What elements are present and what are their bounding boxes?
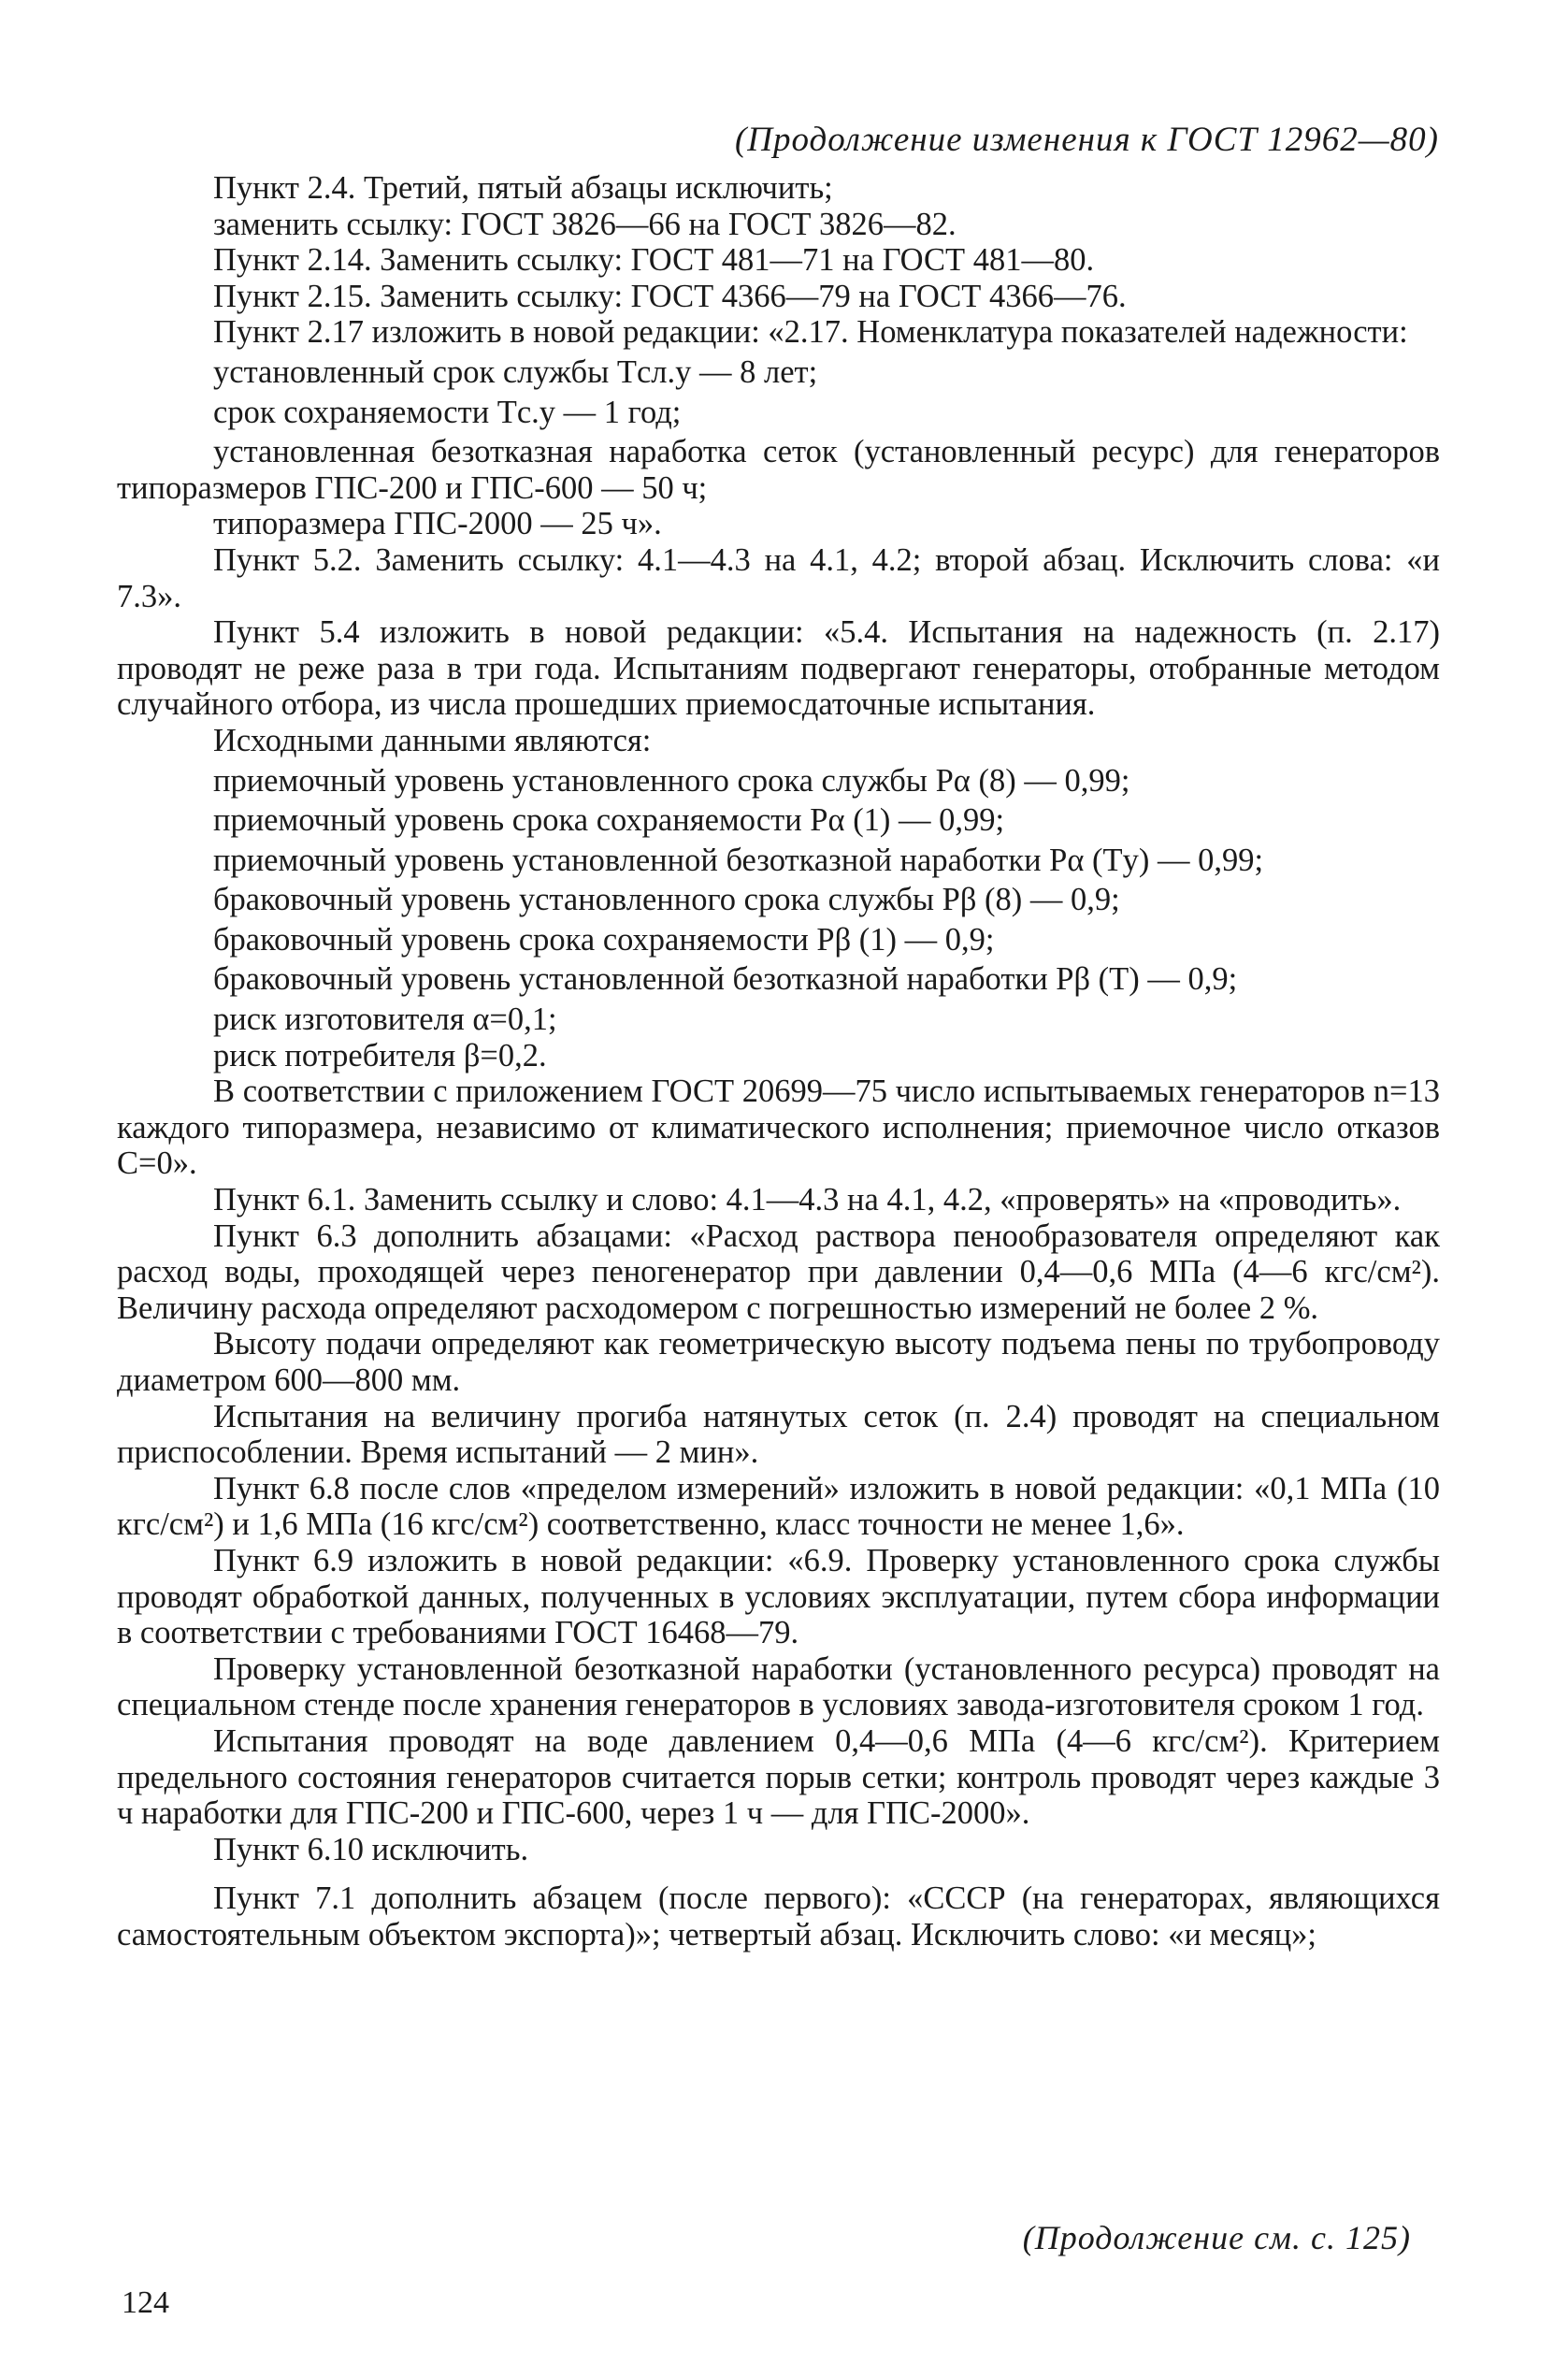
continuation-header: (Продолжение изменения к ГОСТ 12962—80) <box>734 121 1439 159</box>
paragraph: Высоту подачи определяют как геометрическую высоту подъема пены по трубопроводу диаметром 600—800 мм. <box>117 1326 1440 1398</box>
paragraph: заменить ссылку: ГОСТ 3826—66 на ГОСТ 3826—82. <box>213 206 957 242</box>
list-item: срок сохраняемости Tс.у — 1 год; <box>213 394 682 430</box>
list-item: риск потребителя β=0,2. <box>213 1037 547 1073</box>
paragraph: Пункт 6.8 после слов «пределом измерений» изложить в новой редакции: «0,1 МПа (10 кгс/см²) и 1,6 МПа (16 кгс/см²) соответственно, класс точности не менее 1,6». <box>117 1470 1440 1543</box>
list-item: установленный срок службы Tсл.у — 8 лет; <box>213 353 818 390</box>
paragraph: Пункт 2.4. Третий, пятый абзацы исключить; <box>213 170 833 206</box>
page-number: 124 <box>122 2285 169 2320</box>
continuation-footer: (Продолжение см. с. 125) <box>1022 2219 1411 2256</box>
paragraph: Пункт 6.1. Заменить ссылку и слово: 4.1—4.3 на 4.1, 4.2, «проверять» на «проводить». <box>213 1182 1402 1218</box>
paragraph: типоразмера ГПС-2000 — 25 ч». <box>213 506 662 542</box>
paragraph: Пункт 2.15. Заменить ссылку: ГОСТ 4366—79 на ГОСТ 4366—76. <box>213 278 1127 314</box>
list-item: приемочный уровень установленного срока службы Pα (8) — 0,99; <box>213 762 1130 799</box>
paragraph: Пункт 5.2. Заменить ссылку: 4.1—4.3 на 4.1, 4.2; второй абзац. Исключить слова: «и 7.3». <box>117 541 1440 614</box>
paragraph: Пункт 2.14. Заменить ссылку: ГОСТ 481—71 на ГОСТ 481—80. <box>213 242 1095 279</box>
list-item: приемочный уровень срока сохраняемости Pα (1) — 0,99; <box>213 802 1005 839</box>
paragraph: В соответствии с приложением ГОСТ 20699—75 число испытываемых генераторов n=13 каждого типоразмера, независимо от климатического исполнения; приемочное число отказов C=0». <box>117 1073 1440 1182</box>
paragraph: Пункт 6.3 дополнить абзацами: «Расход раствора пенообразователя определяют как расход воды, проходящей через пеногенератор при давлении 0,4—0,6 МПа (4—6 кгс/см²). Величину расхода определяют расходомером с погрешностью измерений не более 2 %. <box>117 1218 1440 1326</box>
paragraph: Испытания на величину прогиба натянутых сеток (п. 2.4) проводят на специальном приспособлении. Время испытаний — 2 мин». <box>117 1398 1440 1471</box>
paragraph: Пункт 7.1 дополнить абзацем (после первого): «СССР (на генераторах, являющихся самостоятельным объектом экспорта)»; четвертый абзац. Исключить слово: «и месяц»; <box>117 1880 1440 1952</box>
document-body <box>117 170 1440 1953</box>
list-item: браковочный уровень установленного срока службы Pβ (8) — 0,9; <box>213 882 1120 918</box>
list-item: браковочный уровень установленной безотказной наработки Pβ (T) — 0,9; <box>213 961 1238 998</box>
paragraph: Пункт 6.9 изложить в новой редакции: «6.9. Проверку установленного срока службы проводят обработкой данных, полученных в условиях эксплуатации, путем сбора информации в соответствии с требованиями ГОСТ 16468—79. <box>117 1542 1440 1651</box>
list-item: приемочный уровень установленной безотказной наработки Pα (Tу) — 0,99; <box>213 842 1264 878</box>
list-item: риск изготовителя α=0,1; <box>213 1001 557 1038</box>
paragraph: Пункт 2.17 изложить в новой редакции: «2.17. Номенклатура показателей надежности: <box>213 314 1408 351</box>
paragraph: Испытания проводят на воде давлением 0,4—0,6 МПа (4—6 кгс/см²). Критерием предельного состояния генераторов считается порыв сетки; контроль проводят через каждые 3 ч наработки для ГПС-200 и ГПС-600, через 1 ч — для ГПС-2000». <box>117 1722 1440 1832</box>
paragraph: Пункт 6.10 исключить. <box>213 1831 529 1867</box>
paragraph: установленная безотказная наработка сеток (установленный ресурс) для генераторов типоразмеров ГПС-200 и ГПС-600 — 50 ч; <box>117 434 1440 506</box>
paragraph: Проверку установленной безотказной наработки (установленного ресурса) проводят на специальном стенде после хранения генераторов в условиях завода-изготовителя сроком 1 год. <box>117 1650 1440 1723</box>
list-item: браковочный уровень срока сохраняемости Pβ (1) — 0,9; <box>213 921 995 958</box>
paragraph: Исходными данными являются: <box>213 722 652 758</box>
paragraph: Пункт 5.4 изложить в новой редакции: «5.4. Испытания на надежность (п. 2.17) проводят не реже раза в три года. Испытаниям подвергают генераторы, отобранные методом случайного отбора, из числа прошедших приемосдаточные испытания. <box>117 614 1440 723</box>
